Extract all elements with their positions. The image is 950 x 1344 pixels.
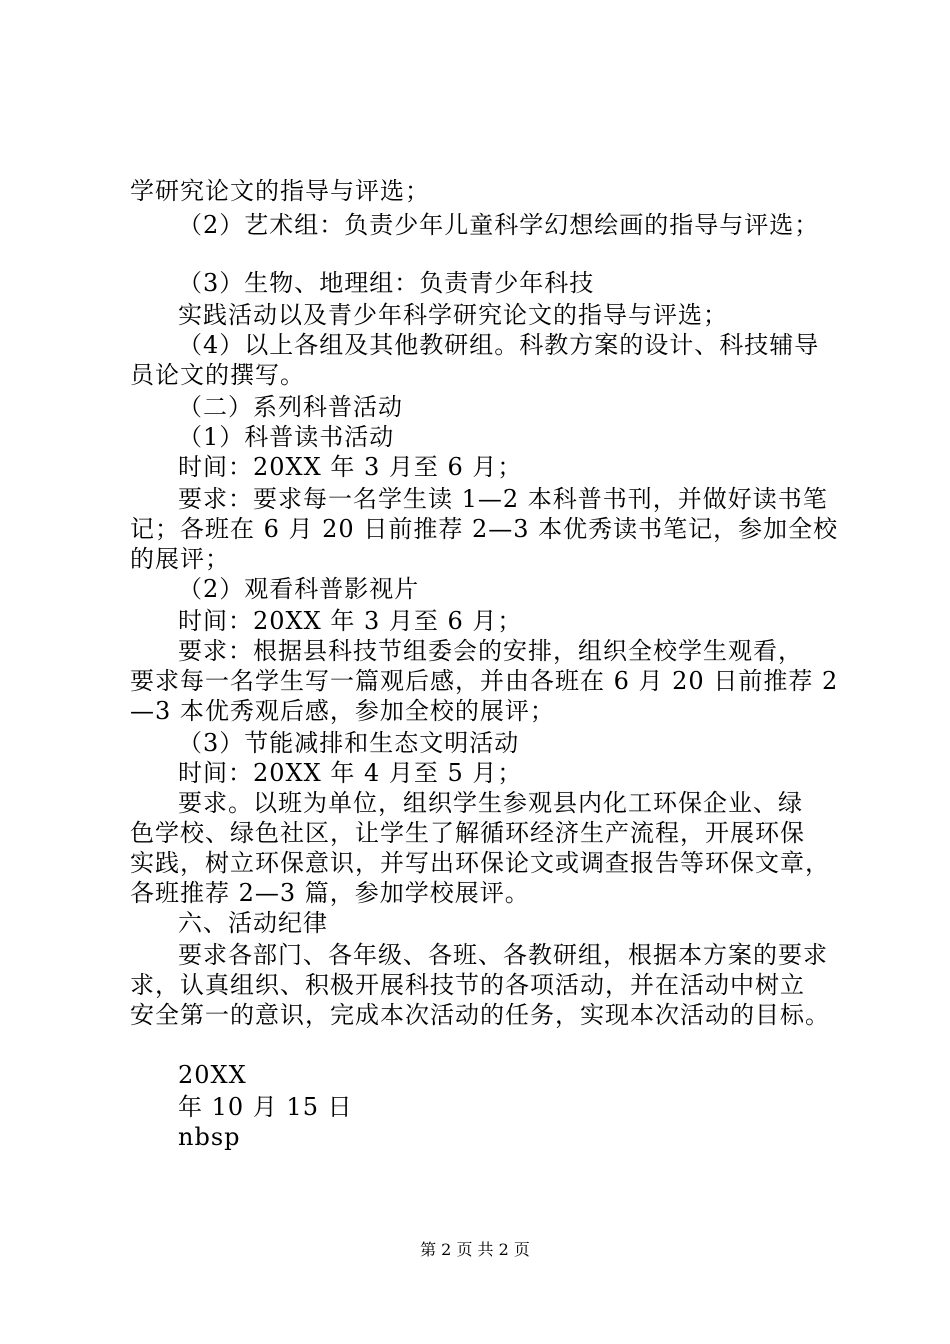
text-line: （4）以上各组及其他教研组。科教方案的设计、科技辅导 — [178, 331, 820, 359]
text-line: 实践，树立环保意识，并写出环保论文或调查报告等环保文章， — [130, 849, 830, 877]
text-line: 六、活动纪律 — [178, 909, 328, 937]
text-line: 记；各班在 6 月 20 日前推荐 2—3 本优秀读书笔记，参加全校 — [130, 515, 839, 543]
text-line: 员论文的撰写。 — [130, 361, 305, 389]
text-line: 求，认真组织、积极开展科技节的各项活动，并在活动中树立 — [130, 971, 805, 999]
text-line: 时间：20XX 年 4 月至 5 月； — [178, 759, 523, 787]
text-line: 的展评； — [130, 545, 230, 573]
text-line: 安全第一的意识，完成本次活动的任务，实现本次活动的目标。 — [130, 1001, 830, 1029]
text-line: 要求：要求每一名学生读 1—2 本科普书刊，并做好读书笔 — [178, 485, 828, 513]
text-line: 学研究论文的指导与评选； — [130, 177, 430, 205]
text-line: nbsp — [178, 1123, 241, 1151]
text-line: 色学校、绿色社区，让学生了解循环经济生产流程，开展环保 — [130, 819, 805, 847]
text-line: 各班推荐 2—3 篇，参加学校展评。 — [130, 879, 530, 907]
text-line: （3）生物、地理组：负责青少年科技 — [178, 269, 595, 297]
text-line: 要求：根据县科技节组委会的安排，组织全校学生观看， — [178, 637, 803, 665]
text-line: 20XX — [178, 1061, 247, 1089]
text-line: 时间：20XX 年 3 月至 6 月； — [178, 607, 523, 635]
text-line: 要求每一名学生写一篇观后感，并由各班在 6 月 20 日前推荐 2 — [130, 667, 839, 695]
text-line: 要求。以班为单位，组织学生参观县内化工环保企业、绿 — [178, 789, 803, 817]
text-line: （1）科普读书活动 — [178, 423, 395, 451]
page-footer: 第 2 页 共 2 页 — [420, 1240, 530, 1259]
text-line: 要求各部门、各年级、各班、各教研组，根据本方案的要求 — [178, 941, 828, 969]
text-line: —3 本优秀观后感，参加全校的展评； — [130, 697, 555, 725]
text-line: 时间：20XX 年 3 月至 6 月； — [178, 453, 523, 481]
text-line: （二）系列科普活动 — [178, 393, 403, 421]
text-line: （2）艺术组：负责少年儿童科学幻想绘画的指导与评选； — [178, 211, 820, 239]
text-line: （2）观看科普影视片 — [178, 575, 420, 603]
text-line: （3）节能减排和生态文明活动 — [178, 729, 520, 757]
text-line: 年 10 月 15 日 — [178, 1093, 353, 1121]
text-line: 实践活动以及青少年科学研究论文的指导与评选； — [178, 301, 728, 329]
